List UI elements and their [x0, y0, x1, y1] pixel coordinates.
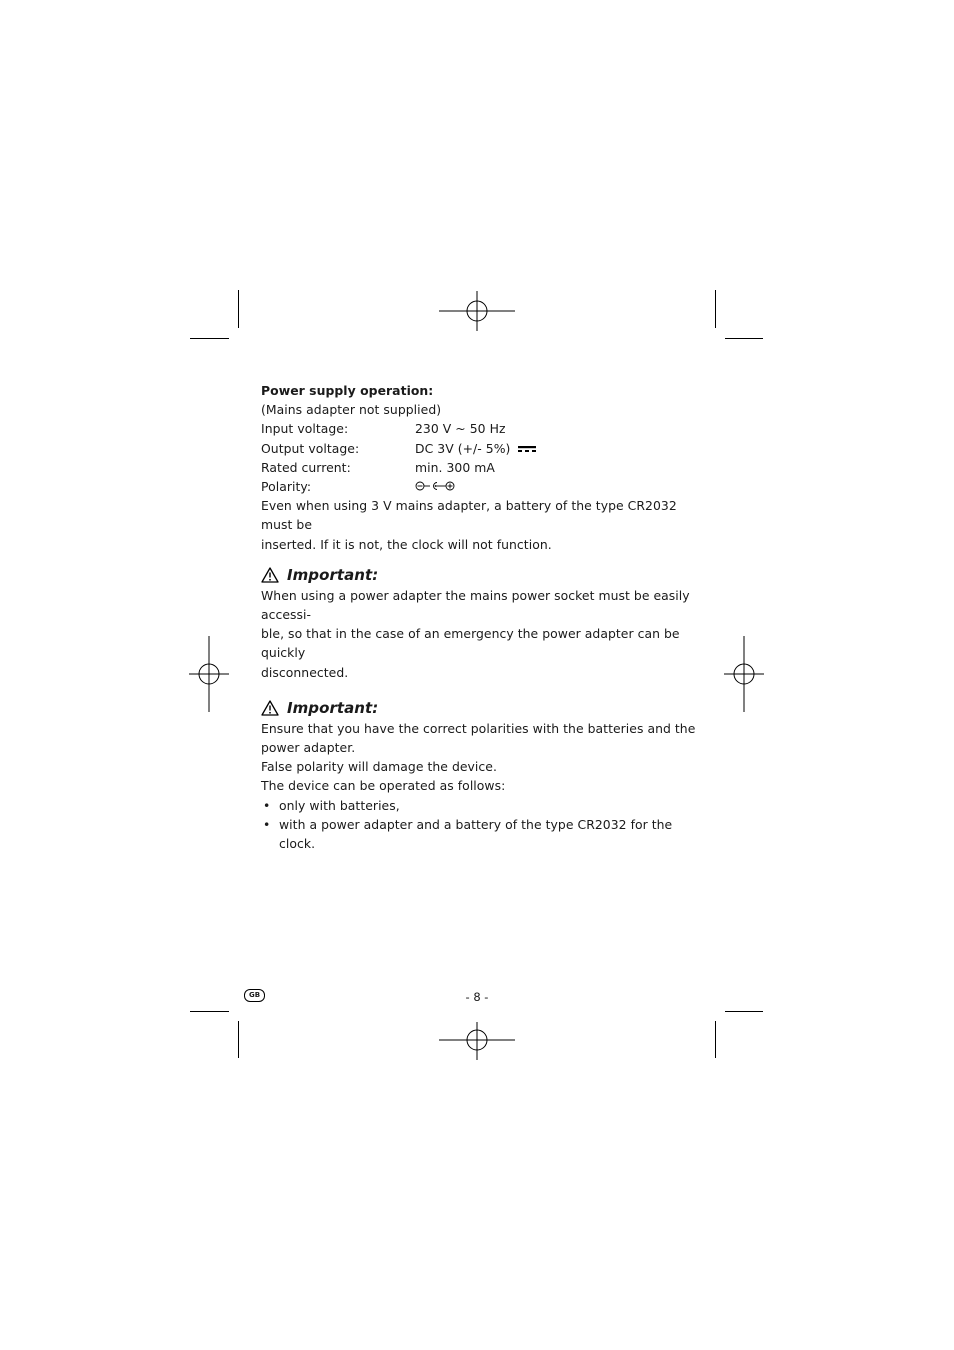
spec-label: Input voltage:	[261, 421, 349, 437]
important-line: ble, so that in the case of an emergency the power adapter can be quickly	[261, 626, 680, 661]
important-line: Ensure that you have the correct polarities with the batteries and the	[261, 720, 696, 736]
list-item	[261, 815, 701, 853]
registration-mark-top-icon	[439, 273, 515, 349]
important-heading	[261, 564, 701, 586]
note-line: inserted. If it is not, the clock will not function.	[261, 536, 552, 552]
spec-value-wrap	[415, 439, 536, 459]
polarity-symbol-icon	[415, 478, 455, 497]
dc-symbol-icon	[518, 439, 536, 458]
spec-row-polarity	[261, 477, 701, 496]
spec-row-rated-current	[261, 458, 701, 477]
important-line: The device can be operated as follows:	[261, 778, 506, 794]
crop-mark-top-right-h	[725, 338, 763, 339]
crop-mark-top-right-v	[715, 290, 716, 328]
page-content	[261, 381, 701, 853]
language-badge: GB	[244, 989, 265, 1002]
list-item-text: only with batteries,	[279, 797, 400, 813]
crop-mark-top-left-h	[190, 338, 229, 339]
spec-value: min. 300 mA	[415, 459, 495, 475]
crop-mark-bottom-left-h	[190, 1011, 229, 1012]
spec-label: Polarity:	[261, 478, 312, 494]
crop-mark-bottom-right-v	[715, 1021, 716, 1058]
section-heading: Power supply operation:	[261, 383, 434, 398]
spec-value	[415, 477, 455, 497]
spec-row-output-voltage	[261, 439, 701, 458]
list-item-text: with a power adapter and a battery of the type CR2032 for the clock.	[279, 816, 673, 851]
crop-mark-top-left-v	[238, 290, 239, 328]
important-line: When using a power adapter the mains power socket must be easily accessi-	[261, 587, 690, 622]
warning-triangle-icon	[261, 700, 279, 716]
crop-mark-bottom-right-h	[725, 1011, 763, 1012]
registration-mark-bottom-icon	[439, 1002, 515, 1078]
warning-triangle-icon	[261, 567, 279, 583]
list-item	[261, 796, 701, 815]
note-line: Even when using 3 V mains adapter, a battery of the type CR2032 must be	[261, 498, 677, 533]
important-title: Important:	[287, 565, 379, 584]
spec-value: DC 3V (+/- 5%)	[415, 440, 511, 456]
crop-mark-bottom-left-v	[238, 1021, 239, 1058]
important-heading	[261, 697, 701, 719]
registration-mark-right-icon	[706, 636, 782, 712]
page-number: - 8 -	[465, 990, 489, 1004]
important-line: power adapter.	[261, 739, 356, 755]
section-subheading: (Mains adapter not supplied)	[261, 402, 442, 418]
bullet-marker: •	[263, 816, 271, 832]
spec-label: Output voltage:	[261, 440, 360, 456]
important-line: False polarity will damage the device.	[261, 759, 497, 775]
spec-row-input-voltage	[261, 419, 701, 438]
registration-mark-left-icon	[171, 636, 247, 712]
spec-value: 230 V ~ 50 Hz	[415, 421, 506, 437]
bullet-marker: •	[263, 797, 271, 813]
important-line: disconnected.	[261, 664, 349, 680]
important-title: Important:	[287, 698, 379, 717]
spec-label: Rated current:	[261, 459, 351, 475]
